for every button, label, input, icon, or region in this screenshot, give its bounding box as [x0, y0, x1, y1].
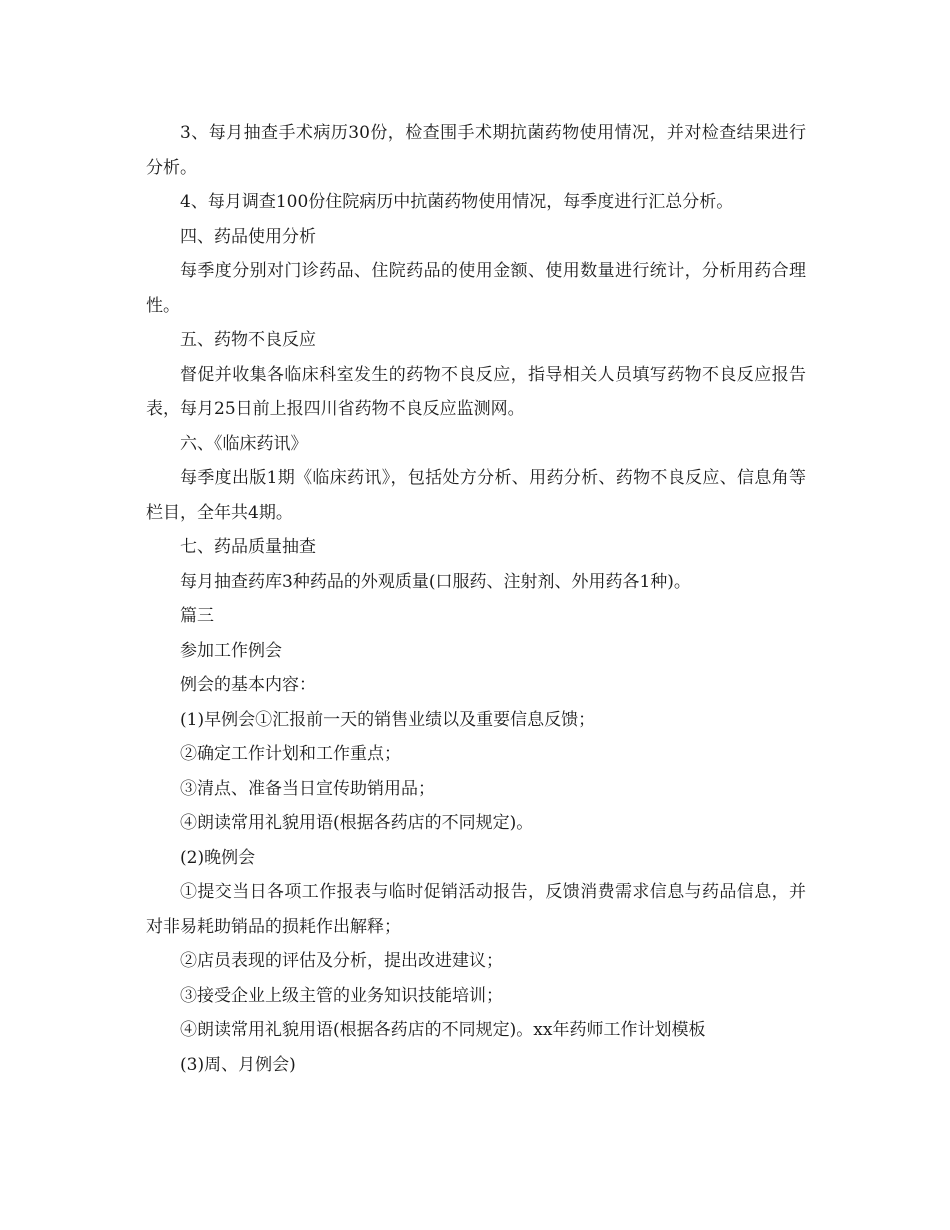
paragraph: 每季度分别对门诊药品、住院药品的使用金额、使用数量进行统计，分析用药合理性。 [146, 261, 806, 316]
paragraph: 每月抽查药库3种药品的外观质量(口服药、注射剂、外用药各1种)。 [180, 571, 691, 592]
list-item: ①提交当日各项工作报表与临时促销活动报告，反馈消费需求信息与药品信息，并对非易耗助销品的损耗作出解释； [146, 882, 806, 937]
list-item: ②店员表现的评估及分析，提出改进建议； [180, 951, 503, 971]
section-heading: 四、药品使用分析 [180, 226, 316, 247]
section-heading: 篇三 [180, 606, 214, 626]
section-heading: 五、药物不良反应 [180, 330, 316, 350]
paragraph: 每季度出版1期《临床药讯》，包括处方分析、用药分析、药物不良反应、信息角等栏目，全年共4期。 [146, 468, 806, 523]
list-item: ④朗读常用礼貌用语(根据各药店的不同规定)。 [180, 813, 534, 833]
paragraph: 4、每月调查100份住院病历中抗菌药物使用情况，每季度进行汇总分析。 [180, 192, 734, 212]
paragraph: 例会的基本内容： [180, 675, 316, 695]
list-item: (2)晚例会 [180, 847, 256, 868]
list-item: ②确定工作计划和工作重点； [180, 744, 401, 764]
section-heading: 六、《临床药讯》 [180, 433, 308, 454]
list-item: ③清点、准备当日宣传助销用品； [180, 778, 435, 799]
paragraph: 督促并收集各临床科室发生的药物不良反应，指导相关人员填写药物不良反应报告表，每月25日前上报四川省药物不良反应监测网。 [146, 364, 806, 419]
list-item: ④朗读常用礼貌用语(根据各药店的不同规定)。xx年药师工作计划模板 [180, 1020, 706, 1040]
list-item: (3)周、月例会) [180, 1054, 296, 1075]
section-heading: 参加工作例会 [180, 640, 282, 661]
list-item: (1)早例会①汇报前一天的销售业绩以及重要信息反馈； [180, 709, 596, 730]
section-heading: 七、药品质量抽查 [180, 537, 316, 557]
paragraph: 3、每月抽查手术病历30份，检查围手术期抗菌药物使用情况，并对检查结果进行分析。 [146, 123, 806, 178]
document-body [146, 116, 806, 1082]
list-item: ③接受企业上级主管的业务知识技能培训； [180, 985, 503, 1006]
